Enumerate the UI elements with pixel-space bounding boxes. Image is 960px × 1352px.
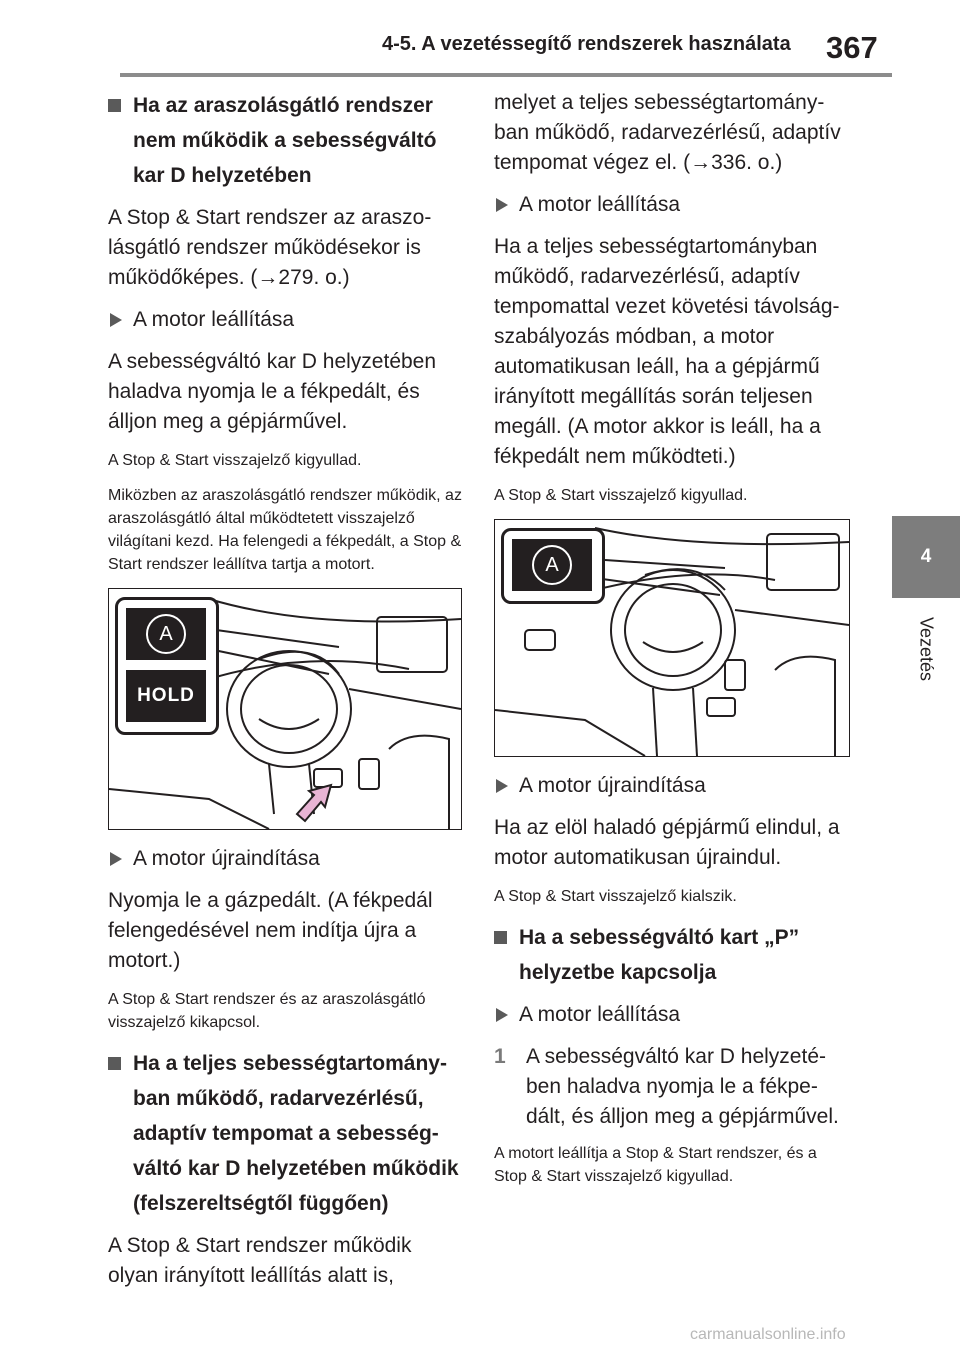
indicator-callout <box>115 597 219 735</box>
section-heading <box>108 88 464 193</box>
step-text: A sebességváltó kar D helyzetében haladva nyomja le a fékpedált, és álljon meg a gépjárművel. <box>526 1045 839 1128</box>
subheading <box>494 190 850 220</box>
square-bullet-icon <box>494 931 507 944</box>
indicator-callout <box>501 528 605 604</box>
right-column <box>494 88 850 1200</box>
chapter-label-text: Vezetés <box>916 616 937 682</box>
subheading <box>108 844 464 874</box>
paragraph: Ha a teljes sebességtartományban működő, radarvezérlésű, adaptív tempomattal vezet követési távolság-szabályozás módban, a motor automatikusan leáll, ha a gépjármű irányított megállítás során teljesen megáll. (A motor akkor is leáll, ha a fékpedált nem működteti.) <box>494 235 840 468</box>
subheading-text: A motor leállítása <box>133 308 295 331</box>
note: A Stop & Start visszajelző kialszik. <box>494 888 737 905</box>
paragraph: A Stop & Start rendszer működik olyan irányított leállítás alatt is, <box>108 1234 412 1287</box>
triangle-bullet-icon <box>496 779 508 793</box>
step-item <box>494 1042 850 1132</box>
heading-text: Ha a teljes sebességtartományban működő, radarvezérlésű, adaptív tempomat a sebességváltó kar D helyzetében működik (felszereltségtől függően) <box>133 1052 459 1215</box>
header-title: 4-5. A vezetéssegítő rendszerek használata <box>382 33 791 55</box>
watermark: carmanualsonline.info <box>690 1326 846 1343</box>
triangle-bullet-icon <box>110 313 122 327</box>
triangle-bullet-icon <box>110 852 122 866</box>
dashboard-illustration-a <box>494 519 850 757</box>
paragraph: A sebességváltó kar D helyzetében haladva nyomja le a fékpedált, és álljon meg a gépjárművel. <box>108 350 437 433</box>
brake-hold-indicator: HOLD <box>126 670 206 722</box>
note: A Stop & Start visszajelző kigyullad. <box>494 487 748 504</box>
note: A Stop & Start visszajelző kigyullad. <box>108 452 362 469</box>
paragraph: Nyomja le a gázpedált. (A fékpedál felengedésével nem indítja újra a motort.) <box>108 889 433 972</box>
subheading <box>494 771 850 801</box>
section-heading <box>108 1046 464 1221</box>
step-number: 1 <box>494 1045 506 1068</box>
subheading-text: A motor leállítása <box>519 193 681 216</box>
subheading-text: A motor leállítása <box>519 1003 681 1026</box>
square-bullet-icon <box>108 99 121 112</box>
subheading <box>494 1000 850 1030</box>
paragraph: melyet a teljes sebességtartományban működő, radarvezérlésű, adaptív tempomat végez el. (→336. o.) <box>494 91 841 174</box>
section-heading <box>494 920 850 990</box>
square-bullet-icon <box>108 1057 121 1070</box>
subheading-text: A motor újraindítása <box>519 774 706 797</box>
triangle-bullet-icon <box>496 1008 508 1022</box>
a-icon: A <box>532 545 572 585</box>
left-column <box>108 88 464 1303</box>
a-icon: A <box>146 614 186 654</box>
triangle-bullet-icon <box>496 198 508 212</box>
adaptive-cruise-indicator <box>126 608 206 660</box>
page-number: 367 <box>826 30 878 65</box>
chapter-tab: 4 <box>892 516 960 598</box>
header-rule <box>120 73 892 77</box>
note: A motort leállítja a Stop & Start rendszer, és a Stop & Start visszajelző kigyullad. <box>494 1145 817 1185</box>
dashboard-illustration-hold <box>108 588 462 830</box>
paragraph: Ha az elöl haladó gépjármű elindul, a motor automatikusan újraindul. <box>494 816 840 869</box>
chapter-label <box>894 604 958 694</box>
note: Miközben az araszolásgátló rendszer működik, az araszolásgátló által működtetett visszajelző világítani kezd. Ha felengedi a fékpedált, a Stop & Start rendszer leállítva tartja a motort. <box>108 487 462 573</box>
paragraph: A Stop & Start rendszer az araszolásgátló rendszer működésekor is működőképes. (→279. o.) <box>108 206 432 289</box>
subheading-text: A motor újraindítása <box>133 847 320 870</box>
note: A Stop & Start rendszer és az araszolásgátló visszajelző kikapcsol. <box>108 991 426 1031</box>
heading-text: Ha az araszolásgátló rendszer nem működik a sebességváltó kar D helyzetében <box>133 94 437 187</box>
subheading <box>108 305 464 335</box>
heading-text: Ha a sebességváltó kart „P” helyzetbe kapcsolja <box>519 926 800 984</box>
adaptive-cruise-indicator <box>512 539 592 591</box>
